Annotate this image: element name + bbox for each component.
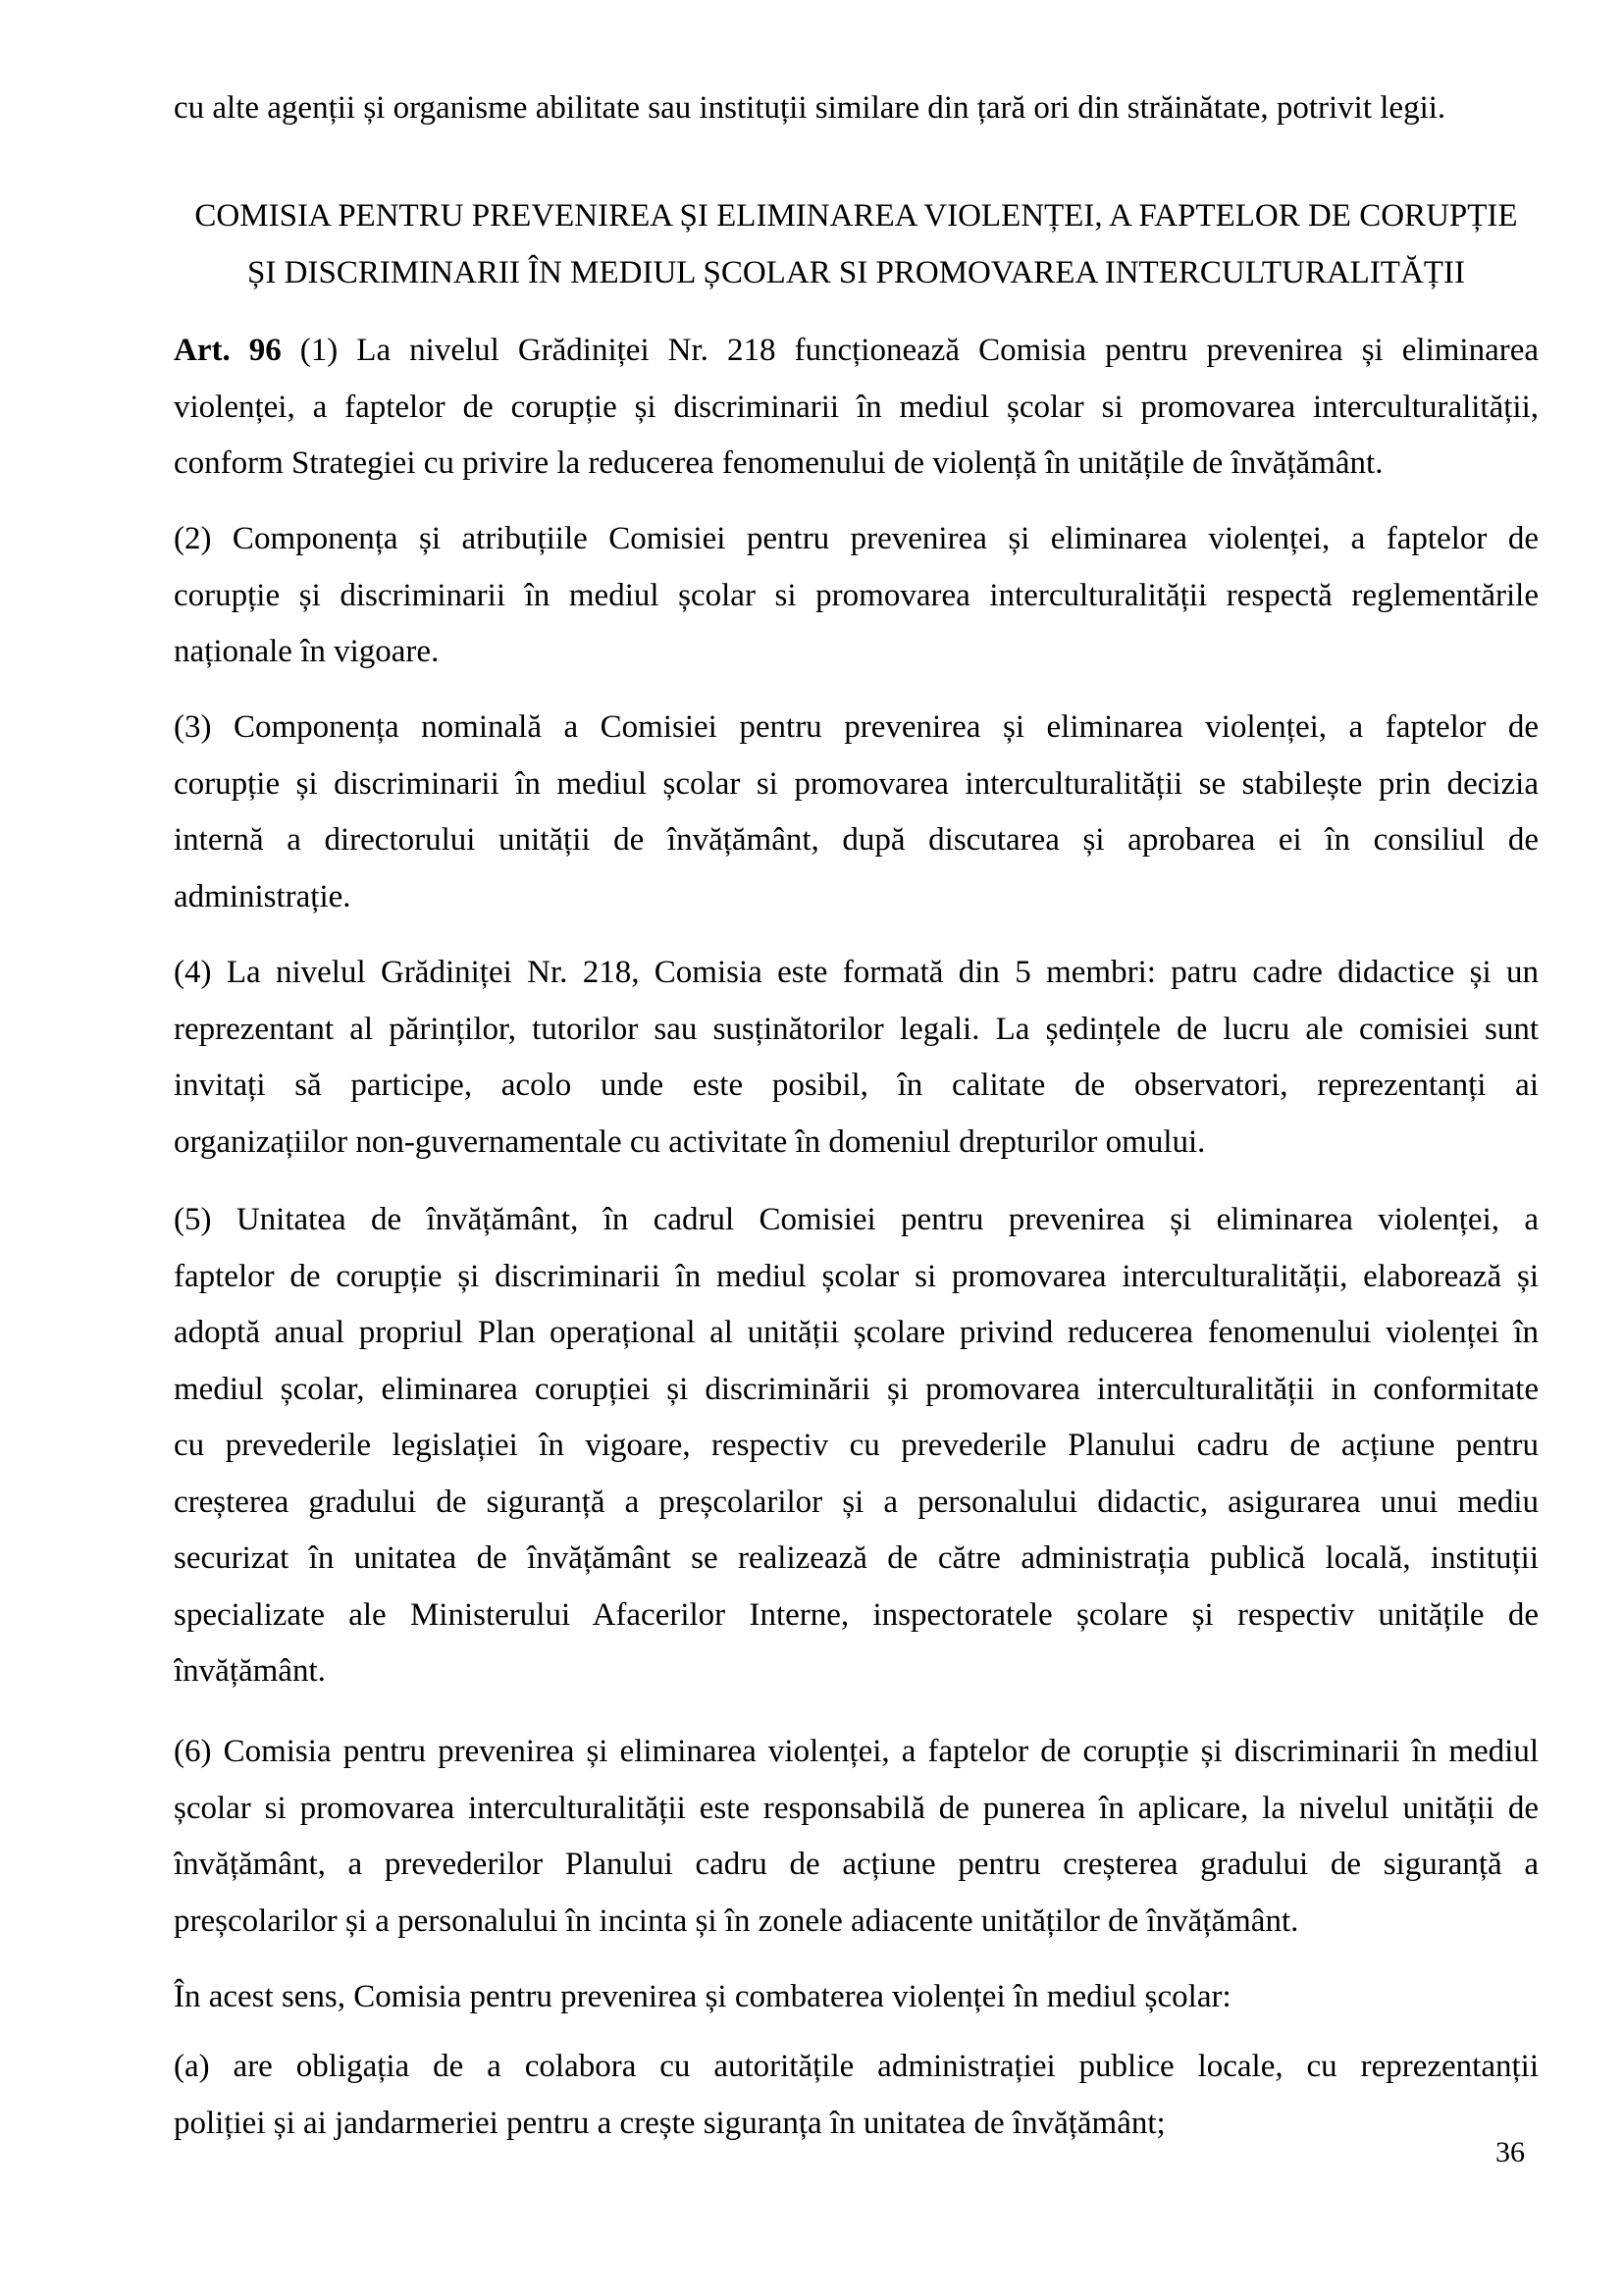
- article-96-paragraph-1: [174, 323, 1539, 493]
- text-line: reprezentant al părinților, tutorilor sau susținătorilor legali. La ședințele de lucru ale comisiei sunt: [174, 1011, 1539, 1047]
- text-line: mediul școlar, eliminarea corupției și discriminării și promovarea interculturalității in conformitate: [174, 1371, 1539, 1407]
- text-line: preșcolarilor și a personalului în incinta și în zonele adiacente unităților de învățământ.: [174, 1903, 1299, 1939]
- text-line: securizat în unitatea de învățământ se realizează de către administrația publică locală, instituții: [174, 1540, 1539, 1576]
- text-line: conform Strategiei cu privire la reducerea fenomenului de violență în unitățile de învățământ.: [174, 445, 1384, 481]
- text-line: corupție și discriminarii în mediul școlar si promovarea interculturalității se stabilește prin decizia: [174, 765, 1539, 802]
- text-line: violenței, a faptelor de corupție și discriminarii în mediul școlar si promovarea interculturalității,: [174, 389, 1539, 425]
- article-96-paragraph-3: [174, 700, 1539, 925]
- article-96-paragraph-5: [174, 1192, 1539, 1700]
- text-line: (5) Unitatea de învățământ, în cadrul Comisiei pentru prevenirea și eliminarea violenței, a: [174, 1202, 1539, 1237]
- article-label: Art. 96: [174, 333, 282, 368]
- text-line: corupție și discriminarii în mediul școlar si promovarea interculturalității respectă reglementările: [174, 577, 1539, 613]
- text-line: administrație.: [174, 878, 351, 914]
- text-line: adoptă anual propriul Plan operațional al unității școlare privind reducerea fenomenului violenței în: [174, 1315, 1539, 1350]
- text-line: invitați să participe, acolo unde este posibil, în calitate de observatori, reprezentanți ai: [174, 1068, 1539, 1103]
- text-line: Art. 96 (1) La nivelul Grădiniței Nr. 218 funcționează Comisia pentru prevenirea și eliminarea: [174, 333, 1539, 368]
- list-item-a: [174, 2039, 1539, 2152]
- intro-sentence: [174, 1969, 1539, 2026]
- text-line: specializate ale Ministerului Afacerilor Interne, inspectoratele școlare și respectiv unitățile de: [174, 1596, 1539, 1633]
- text-line: cu prevederile legislației în vigoare, respectiv cu prevederile Planului cadru de acțiune pentru: [174, 1428, 1539, 1463]
- text-line: organizațiilor non-guvernamentale cu activitate în domeniul drepturilor omului.: [174, 1123, 1206, 1160]
- text-line: În acest sens, Comisia pentru prevenirea și combaterea violenței în mediul școlar:: [174, 1979, 1231, 2014]
- heading-line-1: COMISIA PENTRU PREVENIREA ȘI ELIMINAREA VIOLENȚEI, A FAPTELOR DE CORUPȚIE: [194, 198, 1518, 234]
- text-line: învățământ.: [174, 1653, 326, 1689]
- text-line: (a) are obligația de a colabora cu autoritățile administrației publice locale, cu reprezentanții: [174, 2049, 1539, 2084]
- article-96-paragraph-6: [174, 1724, 1539, 1950]
- continuation-paragraph: [174, 80, 1539, 137]
- text-line: (3) Componența nominală a Comisiei pentru prevenirea și eliminarea violenței, a faptelor de: [174, 709, 1539, 745]
- text-line: învățământ, a prevederilor Planului cadru de acțiune pentru creșterea gradului de siguranță a: [174, 1847, 1539, 1882]
- article-96-paragraph-2: [174, 511, 1539, 681]
- section-heading: [174, 188, 1539, 301]
- text-line: (4) La nivelul Grădiniței Nr. 218, Comisia este formată din 5 membri: patru cadre didactice și un: [174, 955, 1539, 990]
- page-number: 36: [1495, 2136, 1525, 2168]
- text-line: cu alte agenții și organisme abilitate sau instituții similare din țară ori din străinătate, potrivit legii.: [174, 90, 1446, 126]
- text-line: școlar si promovarea interculturalității este responsabilă de punerea în aplicare, la nivelul unității de: [174, 1790, 1539, 1826]
- text-line: internă a directorului unității de învățământ, după discutarea și aprobarea ei în consiliul de: [174, 822, 1539, 858]
- article-96-paragraph-4: [174, 945, 1539, 1171]
- heading-line-2: ȘI DISCRIMINARII ÎN MEDIUL ȘCOLAR SI PROMOVAREA INTERCULTURALITĂȚII: [247, 254, 1465, 290]
- text-line: creșterea gradului de siguranță a preșcolarilor și a personalului didactic, asigurarea unui mediu: [174, 1484, 1539, 1520]
- text-line: (2) Componența și atribuțiile Comisiei pentru prevenirea și eliminarea violenței, a faptelor de: [174, 521, 1539, 556]
- text-line: faptelor de corupție și discriminarii în mediul școlar si promovarea interculturalității, elaborează și: [174, 1258, 1539, 1294]
- text-line: poliției și ai jandarmeriei pentru a crește siguranța în unitatea de învățământ;: [174, 2105, 1166, 2141]
- text-line: naționale în vigoare.: [174, 634, 440, 669]
- text-line: (6) Comisia pentru prevenirea și eliminarea violenței, a faptelor de corupție și discriminarii în mediul: [174, 1734, 1539, 1769]
